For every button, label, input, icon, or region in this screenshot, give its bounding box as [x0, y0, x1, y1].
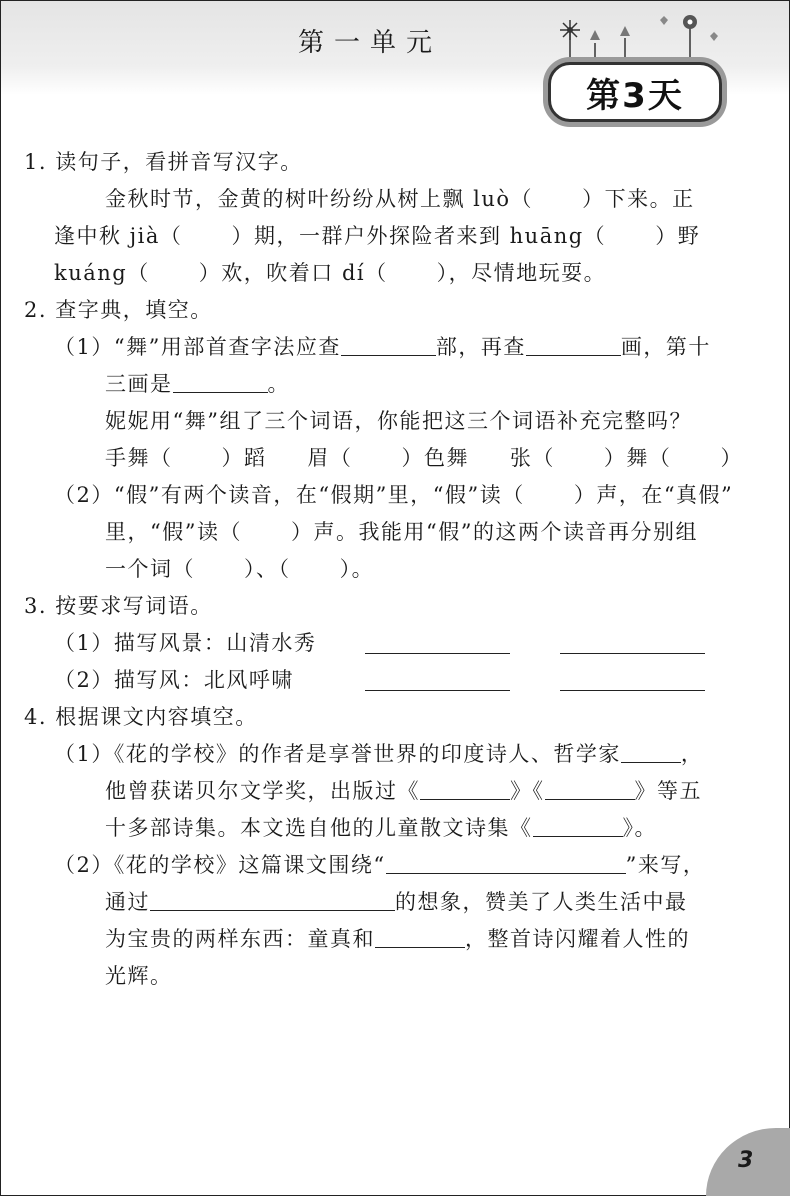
- worksheet-content: [0, 144, 790, 995]
- q4-line: [0, 921, 790, 958]
- text: 部，再查: [435, 335, 526, 359]
- q2-line: （2）“假”有两个读音，在“假期”里，“假”读（ ）声，在“真假”: [54, 483, 734, 507]
- text: 》。: [622, 816, 657, 840]
- text: （2）描写风：北风呼啸: [54, 668, 294, 692]
- q1-line: 金秋时节，金黄的树叶纷纷从树上飘 luò（ ）下来。正: [105, 187, 695, 211]
- q2-line: 手舞（ ）蹈 眉（ ）色舞 张（ ）舞（ ）: [105, 446, 743, 470]
- text: （1）“舞”用部首查字法应查: [54, 335, 341, 359]
- answer-blank: [341, 333, 436, 356]
- text: （1）《花的学校》的作者是享誉世界的印度诗人、哲学家: [54, 742, 621, 766]
- answer-blank: [560, 668, 705, 691]
- q2-line: 一个词（ ）、（ ）。: [105, 557, 375, 581]
- q3-line: [0, 625, 790, 662]
- q2-line: [0, 329, 790, 366]
- text: （1）描写风景：山清水秀: [54, 631, 317, 655]
- text: 》《: [510, 779, 545, 803]
- q4-line: 光辉。: [105, 964, 173, 988]
- answer-blank: [173, 370, 268, 393]
- text: 十多部诗集。本文选自他的儿童散文诗集《: [105, 816, 533, 840]
- text: （2）《花的学校》这篇课文围绕“: [54, 853, 386, 877]
- q3-line: [0, 662, 790, 699]
- text: 为宝贵的两样东西：童真和: [105, 927, 375, 951]
- q1-line: 逢中秋 jià（ ）期，一群户外探险者来到 huāng（ ）野: [54, 224, 701, 248]
- answer-blank: [420, 777, 510, 800]
- text: ”来写，: [625, 853, 706, 877]
- answer-blank: [386, 851, 626, 874]
- answer-blank: [533, 814, 623, 837]
- text: ，整首诗闪耀着人性的: [465, 927, 690, 951]
- unit-title: 第一单元: [297, 28, 442, 58]
- answer-blank: [621, 740, 681, 763]
- q4-line: [0, 884, 790, 921]
- day-badge: 第3天: [548, 62, 722, 122]
- text: 。: [267, 372, 290, 396]
- answer-blank: [560, 631, 705, 654]
- q2-line: 里，“假”读（ ）声。我能用“假”的这两个读音再分别组: [105, 520, 698, 544]
- page-number: 3: [738, 1148, 754, 1173]
- flower-decoration-icon: [550, 8, 730, 63]
- q1-title: 1. 读句子，看拼音写汉字。: [24, 150, 303, 174]
- q4-line: [0, 773, 790, 810]
- q2-line: [0, 366, 790, 403]
- answer-blank: [150, 888, 395, 911]
- text: 》等五: [634, 779, 702, 803]
- text: 的想象，赞美了人类生活中最: [395, 890, 688, 914]
- answer-blank: [365, 631, 510, 654]
- q4-line: [0, 847, 790, 884]
- q1-line: kuáng（ ）欢，吹着口 dí（ ），尽情地玩耍。: [54, 261, 607, 285]
- text: ，: [680, 742, 704, 766]
- q4-line: [0, 810, 790, 847]
- text: 他曾获诺贝尔文学奖，出版过《: [105, 779, 420, 803]
- q2-line: 妮妮用“舞”组了三个词语，你能把这三个词语补充完整吗？: [105, 409, 692, 433]
- text: 通过: [105, 890, 150, 914]
- q3-title: 3. 按要求写词语。: [24, 594, 213, 618]
- text: 三画是: [105, 372, 173, 396]
- answer-blank: [365, 668, 510, 691]
- answer-blank: [375, 925, 465, 948]
- q4-line: [0, 736, 790, 773]
- q4-title: 4. 根据课文内容填空。: [24, 705, 258, 729]
- answer-blank: [526, 333, 621, 356]
- text: 画，第十: [620, 335, 711, 359]
- q2-title: 2. 查字典，填空。: [24, 298, 213, 322]
- answer-blank: [545, 777, 635, 800]
